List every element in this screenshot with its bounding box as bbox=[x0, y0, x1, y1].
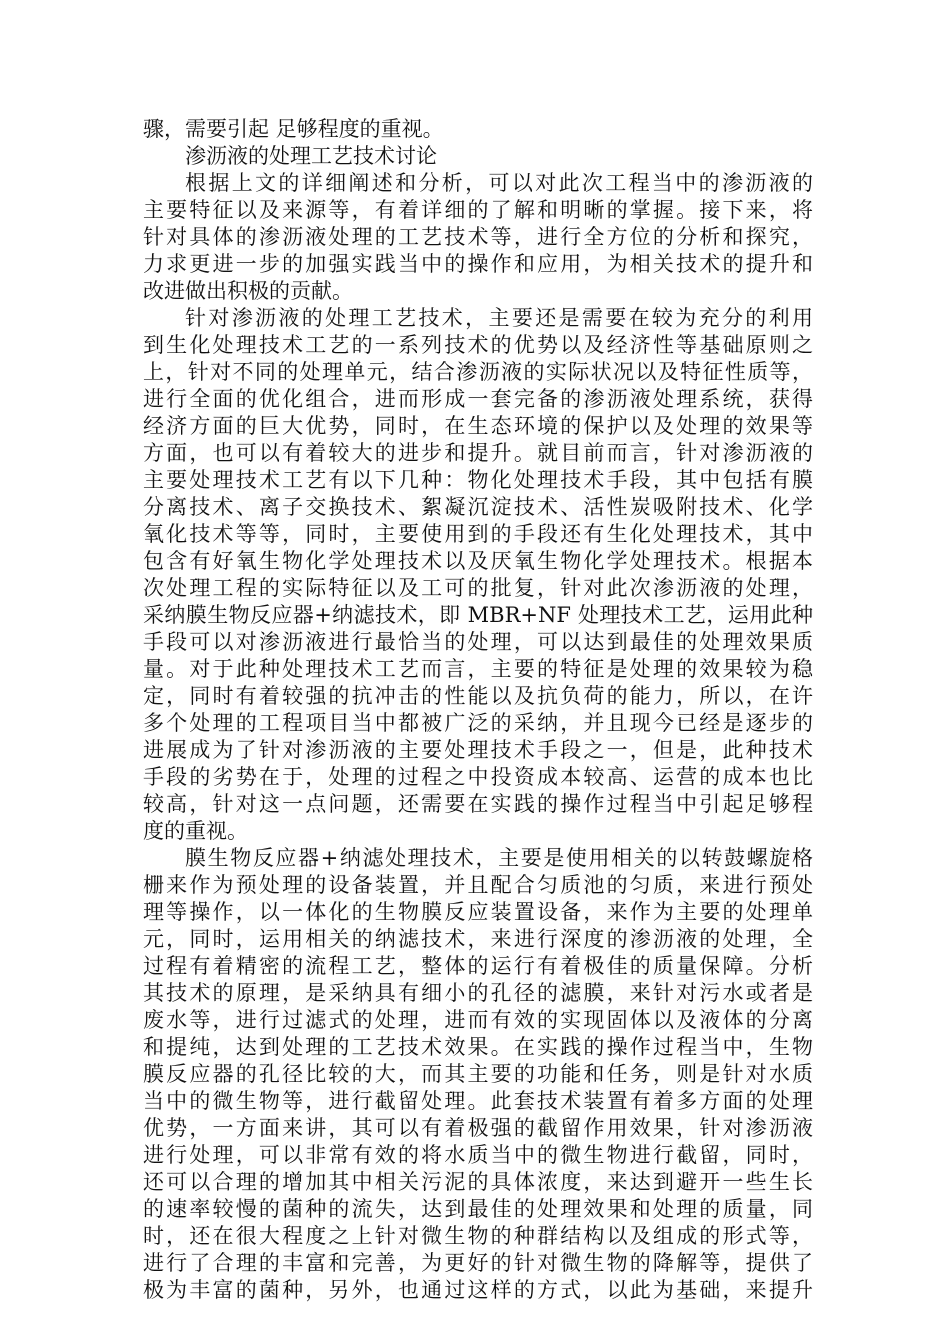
text-line: 优势，一方面来讲，其可以有着极强的截留作用效果，针对渗沥液 bbox=[143, 1116, 813, 1140]
text-line: 渗沥液的处理工艺技术讨论 bbox=[185, 144, 437, 168]
text-line: 针对具体的渗沥液处理的工艺技术等，进行全方位的分析和探究， bbox=[143, 225, 813, 249]
text-line: 手段可以对渗沥液进行最恰当的处理，可以达到最佳的处理效果质 bbox=[143, 630, 813, 654]
text-line: 次处理工程的实际特征以及工可的批复，针对此次渗沥液的处理， bbox=[143, 576, 813, 600]
text-line: 到生化处理技术工艺的一系列技术的优势以及经济性等基础原则之 bbox=[143, 333, 813, 357]
text-line: 元，同时，运用相关的纳滤技术，来进行深度的渗沥液的处理，全 bbox=[143, 927, 813, 951]
text-line: 针对渗沥液的处理工艺技术，主要还是需要在较为充分的利用 bbox=[185, 306, 813, 330]
text-line: 较高，针对这一点问题，还需要在实践的操作过程当中引起足够程 bbox=[143, 792, 813, 816]
text-line: 进行了合理的丰富和完善，为更好的针对微生物的降解等，提供了 bbox=[143, 1251, 813, 1275]
text-line: 进行全面的优化组合，进而形成一套完备的渗沥液处理系统，获得 bbox=[143, 387, 813, 411]
text-line: 其技术的原理，是采纳具有细小的孔径的滤膜，来针对污水或者是 bbox=[143, 981, 813, 1005]
text-line: 的速率较慢的菌种的流失，达到最佳的处理效果和处理的质量，同 bbox=[143, 1197, 813, 1221]
text-line: 量。对于此种处理技术工艺而言，主要的特征是处理的效果较为稳 bbox=[143, 657, 813, 681]
body-text bbox=[143, 116, 813, 1304]
text-line: 过程有着精密的流程工艺，整体的运行有着极佳的质量保障。分析 bbox=[143, 954, 813, 978]
text-line: 根据上文的详细阐述和分析，可以对此次工程当中的渗沥液的 bbox=[185, 171, 813, 195]
text-line: 栅来作为预处理的设备装置，并且配合匀质池的匀质，来进行预处 bbox=[143, 873, 813, 897]
text-line: 极为丰富的菌种，另外，也通过这样的方式，以此为基础，来提升 bbox=[143, 1278, 813, 1302]
text-line: 定，同时有着较强的抗冲击的性能以及抗负荷的能力，所以，在许 bbox=[143, 684, 813, 708]
text-line: 主要处理技术工艺有以下几种：物化处理技术手段，其中包括有膜 bbox=[143, 468, 813, 492]
text-line: 进行处理，可以非常有效的将水质当中的微生物进行截留，同时， bbox=[143, 1143, 813, 1167]
text-line: 经济方面的巨大优势，同时，在生态环境的保护以及处理的效果等 bbox=[143, 414, 813, 438]
text-line: 废水等，进行过滤式的处理，进而有效的实现固体以及液体的分离 bbox=[143, 1008, 813, 1032]
text-line: 进展成为了针对渗沥液的主要处理技术手段之一，但是，此种技术 bbox=[143, 738, 813, 762]
text-line: 时，还在很大程度之上针对微生物的种群结构以及组成的形式等， bbox=[143, 1224, 813, 1248]
text-line: 分离技术、离子交换技术、絮凝沉淀技术、活性炭吸附技术、化学 bbox=[143, 495, 813, 519]
text-line: 方面，也可以有着较大的进步和提升。就目前而言，针对渗沥液的 bbox=[143, 441, 813, 465]
text-line: 手段的劣势在于，处理的过程之中投资成本较高、运营的成本也比 bbox=[143, 765, 813, 789]
text-line: 包含有好氧生物化学处理技术以及厌氧生物化学处理技术。根据本 bbox=[143, 549, 813, 573]
text-line: 多个处理的工程项目当中都被广泛的采纳，并且现今已经是逐步的 bbox=[143, 711, 813, 735]
text-line: 理等操作，以一体化的生物膜反应装置设备，来作为主要的处理单 bbox=[143, 900, 813, 924]
text-line: 膜反应器的孔径比较的大，而其主要的功能和任务，则是针对水质 bbox=[143, 1062, 813, 1086]
text-line: 力求更进一步的加强实践当中的操作和应用，为相关技术的提升和 bbox=[143, 252, 813, 276]
text-line: 度的重视。 bbox=[143, 819, 248, 843]
text-line: 主要特征以及来源等，有着详细的了解和明晰的掌握。接下来，将 bbox=[143, 198, 813, 222]
text-line: 和提纯，达到处理的工艺技术效果。在实践的操作过程当中，生物 bbox=[143, 1035, 813, 1059]
text-line: 采纳膜生物反应器+纳滤技术，即 MBR+NF 处理技术工艺，运用此种 bbox=[143, 603, 813, 627]
text-line: 改进做出积极的贡献。 bbox=[143, 279, 353, 303]
text-line: 氧化技术等等，同时，主要使用到的手段还有生化处理技术，其中 bbox=[143, 522, 813, 546]
text-line: 当中的微生物等，进行截留处理。此套技术装置有着多方面的处理 bbox=[143, 1089, 813, 1113]
text-line: 膜生物反应器+纳滤处理技术，主要是使用相关的以转鼓螺旋格 bbox=[185, 846, 813, 870]
text-line: 上，针对不同的处理单元，结合渗沥液的实际状况以及特征性质等， bbox=[143, 360, 813, 384]
text-line: 骤，需要引起 足够程度的重视。 bbox=[143, 117, 444, 141]
text-line: 还可以合理的增加其中相关污泥的具体浓度，来达到避开一些生长 bbox=[143, 1170, 813, 1194]
